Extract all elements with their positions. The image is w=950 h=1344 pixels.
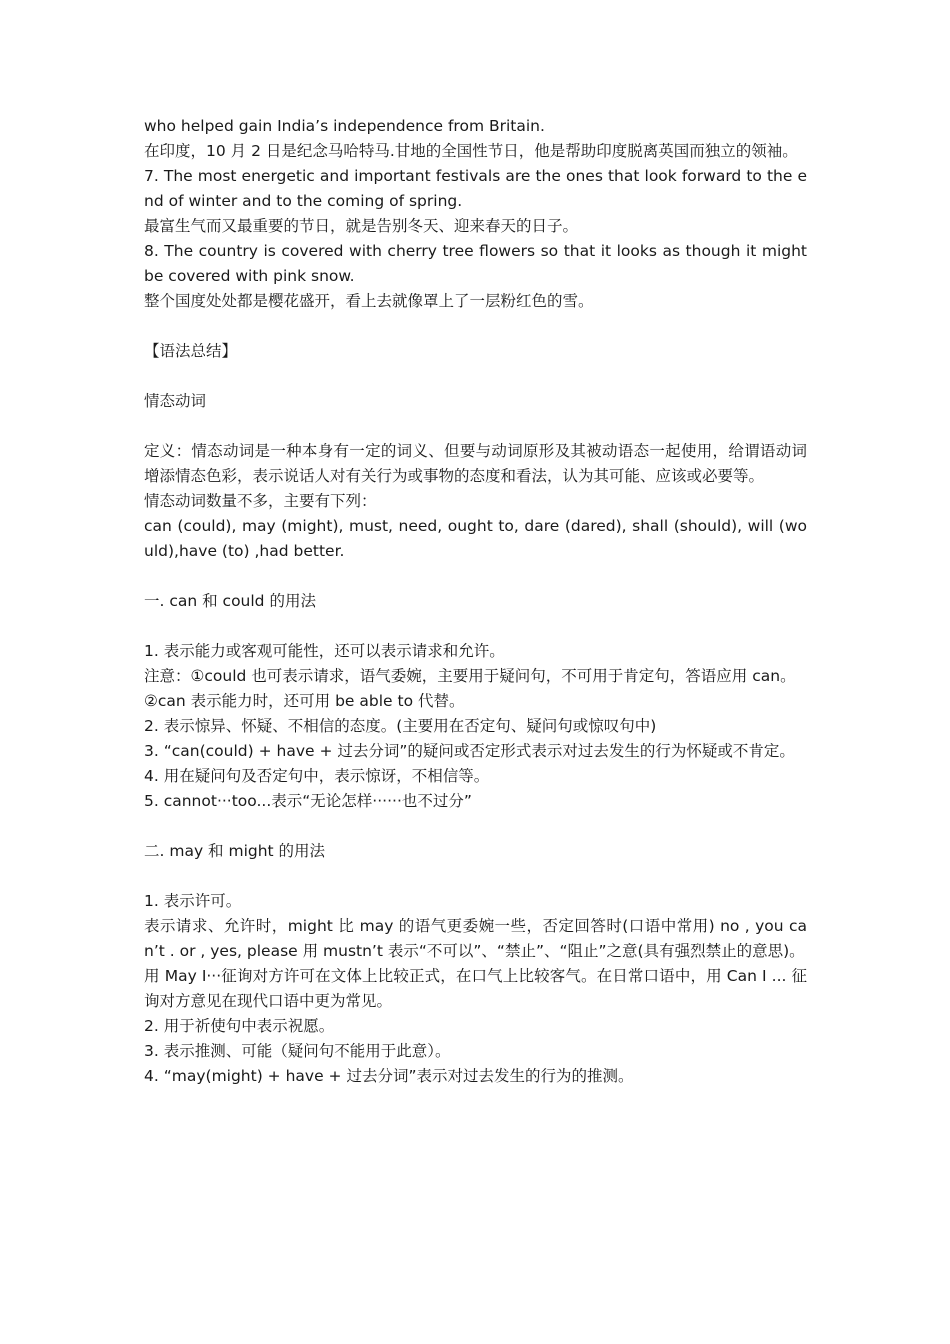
paragraph-line: 3. “can(could) + have + 过去分词”的疑问或否定形式表示对过去发生的行为怀疑或不肯定。 <box>144 742 795 760</box>
paragraph-line: 2. 用于祈使句中表示祝愿。 <box>144 1017 335 1035</box>
document-page <box>144 114 807 1089</box>
paragraph-line: 用 May I···征询对方许可在文体上比较正式，在口气上比较客气。在日常口语中，用 Can I ... 征询对方意见在现代口语中更为常见。 <box>144 967 807 1010</box>
section-heading: 一. can 和 could 的用法 <box>144 592 316 610</box>
blank-line <box>144 314 807 339</box>
paragraph-line: 定义：情态动词是一种本身有一定的词义、但要与动词原形及其被动语态一起使用，给谓语动词增添情态色彩，表示说话人对有关行为或事物的态度和看法，认为其可能、应该或必要等。 <box>144 442 807 485</box>
paragraph-line: 最富生气而又最重要的节日，就是告别冬天、迎来春天的日子。 <box>144 217 579 235</box>
paragraph-line: 表示请求、允许时，might 比 may 的语气更委婉一些，否定回答时(口语中常用) no , you can’t . or , yes, please 用 mustn’t 表示“不可以”、“禁止”、“阻止”之意(具有强烈禁止的意思)。 <box>144 917 807 960</box>
paragraph-line: 4. 用在疑问句及否定句中，表示惊讶，不相信等。 <box>144 767 490 785</box>
blank-line <box>144 614 807 639</box>
paragraph-line: 5. cannot···too...表示“无论怎样······也不过分” <box>144 792 472 810</box>
paragraph-line: can (could), may (might), must, need, ought to, dare (dared), shall (should), will (would),have (to) ,had better. <box>144 517 807 560</box>
paragraph-line: 情态动词数量不多，主要有下列： <box>144 492 377 510</box>
blank-line <box>144 414 807 439</box>
paragraph-line: 8. The country is covered with cherry tree flowers so that it looks as though it might be covered with pink snow. <box>144 242 807 285</box>
paragraph-line: 在印度，10 月 2 日是纪念马哈特马.甘地的全国性节日，他是帮助印度脱离英国而独立的领袖。 <box>144 142 798 160</box>
paragraph-line: 1. 表示许可。 <box>144 892 242 910</box>
section-heading: 【语法总结】 <box>144 342 238 360</box>
blank-line <box>144 364 807 389</box>
blank-line <box>144 564 807 589</box>
section-heading: 情态动词 <box>144 392 207 410</box>
paragraph-line: 1. 表示能力或客观可能性，还可以表示请求和允许。 <box>144 642 505 660</box>
paragraph-line: 2. 表示惊异、怀疑、不相信的态度。(主要用在否定句、疑问句或惊叹句中) <box>144 717 657 735</box>
section-heading: 二. may 和 might 的用法 <box>144 842 326 860</box>
paragraph-line: ②can 表示能力时，还可用 be able to 代替。 <box>144 692 465 710</box>
paragraph-line: 注意：①could 也可表示请求，语气委婉，主要用于疑问句，不可用于肯定句，答语应用 can。 <box>144 667 796 685</box>
paragraph-line: who helped gain India’s independence from Britain. <box>144 117 545 135</box>
paragraph-line: 4. “may(might) + have + 过去分词”表示对过去发生的行为的推测。 <box>144 1067 634 1085</box>
paragraph-line: 整个国度处处都是樱花盛开，看上去就像罩上了一层粉红色的雪。 <box>144 292 594 310</box>
blank-line <box>144 814 807 839</box>
blank-line <box>144 864 807 889</box>
paragraph-line: 7. The most energetic and important festivals are the ones that look forward to the end of winter and to the coming of spring. <box>144 167 807 210</box>
paragraph-line: 3. 表示推测、可能（疑问句不能用于此意）。 <box>144 1042 451 1060</box>
